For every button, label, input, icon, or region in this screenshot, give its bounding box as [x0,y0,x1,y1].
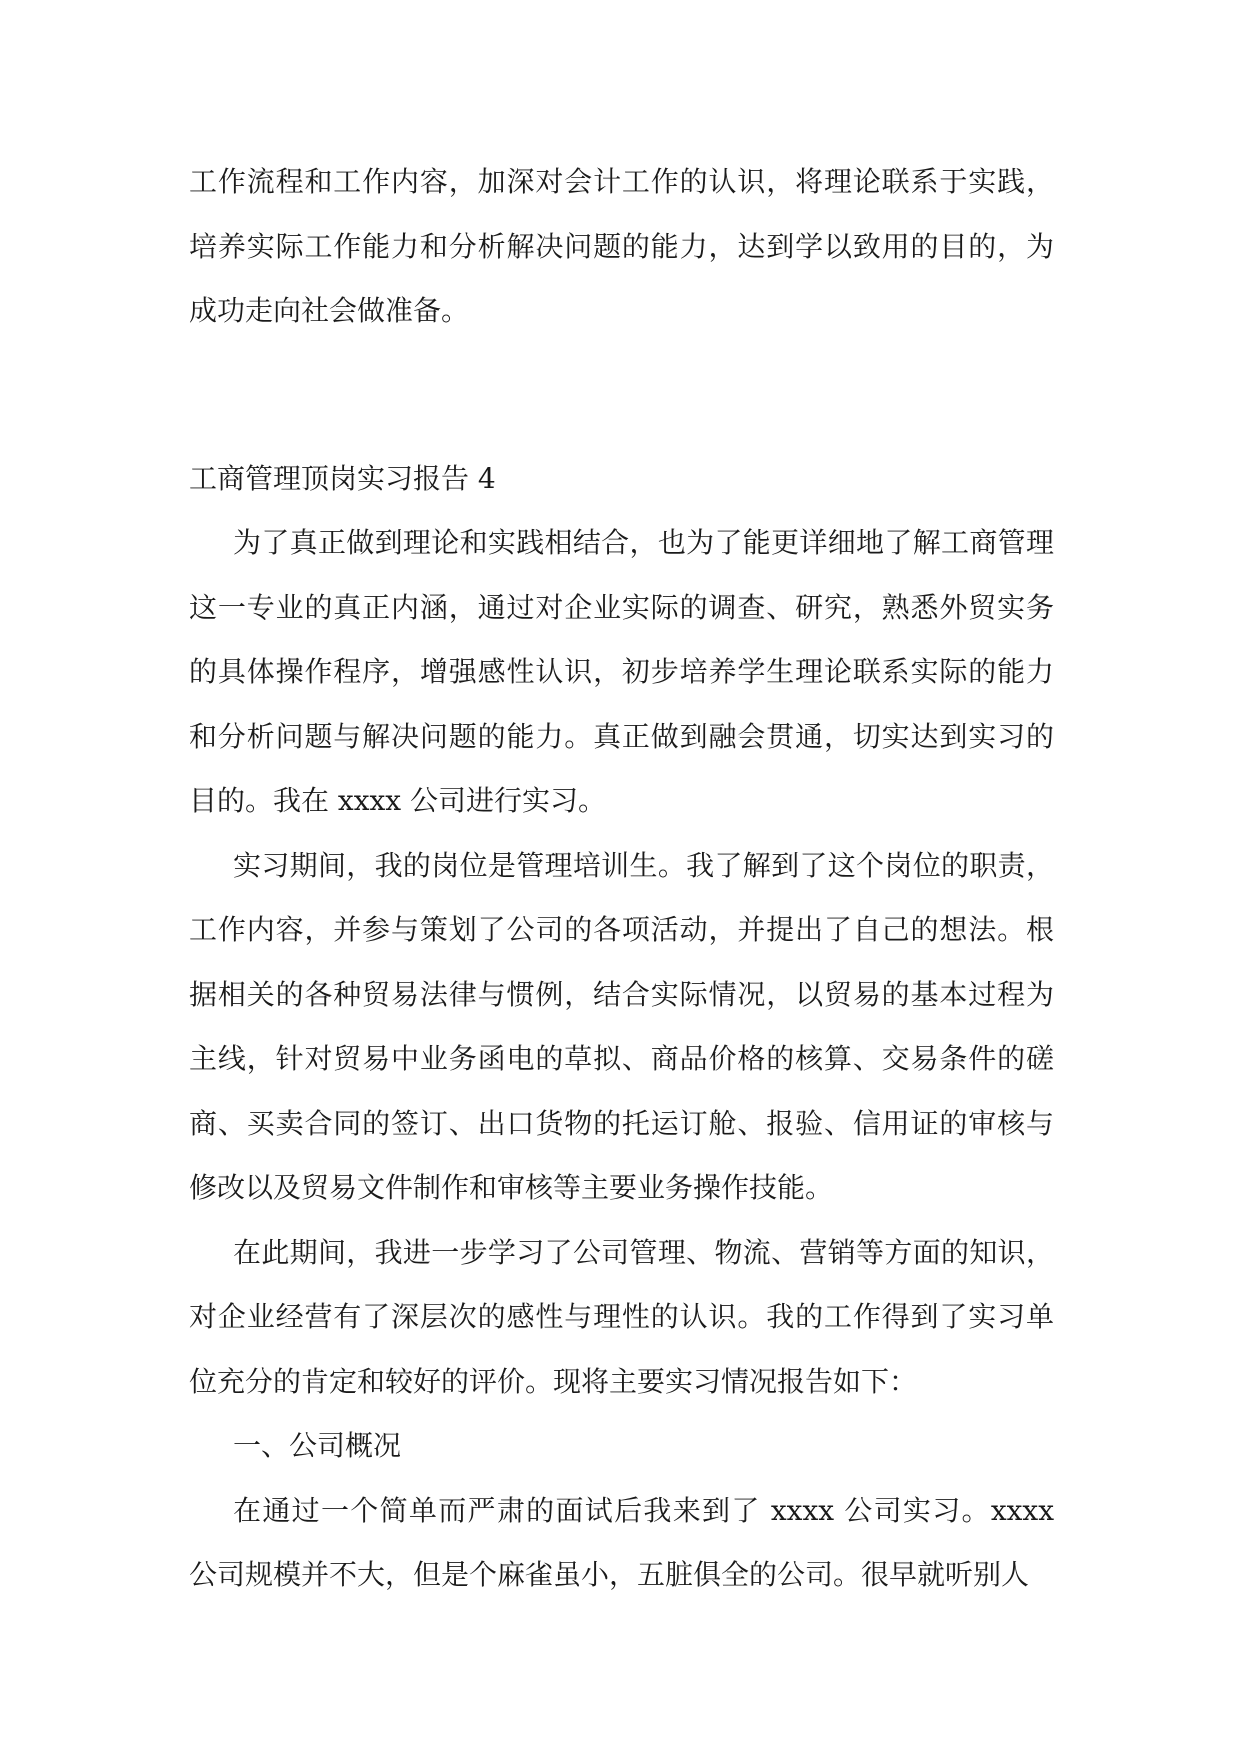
paragraph-company-overview: 在通过一个简单而严肃的面试后我来到了 xxxx 公司实习。xxxx 公司规模并不大，但是个麻雀虽小，五脏俱全的公司。很早就听别人 [189,1493,1054,1591]
paragraph-intro: 为了真正做到理论和实践相结合，也为了能更详细地了解工商管理这一专业的真正内涵，通过对企业实际的调查、研究，熟悉外贸实务的具体操作程序，增强感性认识，初步培养学生理论联系实际的能力和分析问题与解决问题的能力。真正做到融会贯通，切实达到实习的目的。我在 xxxx 公司进行实习。 [189,526,1054,817]
paragraph-internship-period: 实习期间，我的岗位是管理培训生。我了解到了这个岗位的职责，工作内容，并参与策划了公司的各项活动，并提出了自己的想法。根据相关的各种贸易法律与惯例，结合实际情况，以贸易的基本过程为主线，针对贸易中业务函电的草拟、商品价格的核算、交易条件的磋商、买卖合同的签订、出口货物的托运订舱、报验、信用证的审核与修改以及贸易文件制作和审核等主要业务操作技能。 [189,848,1054,1204]
continuation-paragraph: 工作流程和工作内容，加深对会计工作的认识，将理论联系于实践，培养实际工作能力和分析解决问题的能力，达到学以致用的目的，为成功走向社会做准备。 [189,165,1054,327]
subheading-company-overview: 一、公司概况 [233,1429,402,1462]
section-title: 工商管理顶岗实习报告 4 [189,461,496,495]
paragraph-learning: 在此期间，我进一步学习了公司管理、物流、营销等方面的知识，对企业经营有了深层次的感性与理性的认识。我的工作得到了实习单位充分的肯定和较好的评价。现将主要实习情况报告如下： [189,1235,1054,1398]
document-body [189,150,1054,1608]
